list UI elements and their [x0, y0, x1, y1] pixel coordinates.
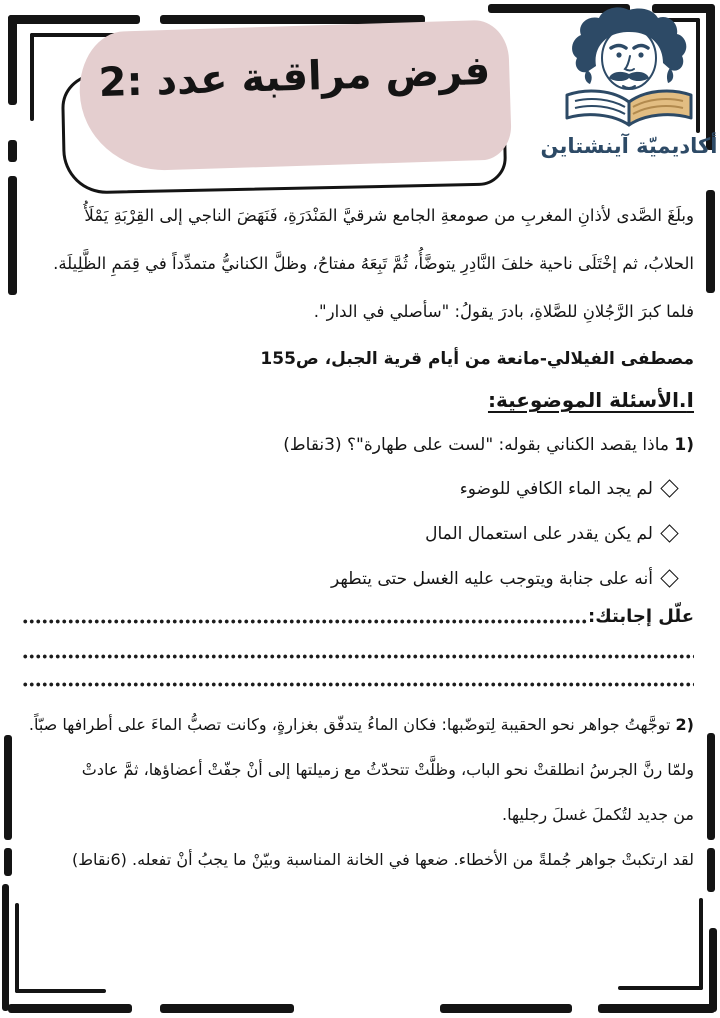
frame-dash [8, 1004, 132, 1013]
question-text: ماذا يقصد الكناني بقوله: "لست على طهارة"؟ (3نقاط) [283, 435, 669, 455]
frame-dash [706, 190, 715, 293]
diamond-bullet-icon [660, 569, 678, 587]
option-label: أنه على جنابة ويتوجب عليه الغسل حتى يتطهر [330, 568, 653, 589]
academy-logo [540, 6, 718, 178]
frame-dash [2, 884, 9, 1011]
passage-line: الحلابُ، ثم إخْتَلَى ناحية خلفَ النَّادِرِ يتوضَّأُ، ثُمَّ تَبِعَهُ مفتاحُ، وظلَّ الكنانيُّ متمدِّداً في قِمَمِ الظَّلِيلَة. [53, 254, 694, 273]
passage-line: وبلَغَ الصَّدى لأذانِ المغربِ من صومعةِ الجامع شرقيَّ المَنْدَرَةِ، فَنَهَضَ الناجي إلى القِرْبَةِ يَمْلَأُ [84, 206, 694, 225]
diamond-bullet-icon [660, 479, 678, 497]
title-banner [0, 0, 540, 210]
answer-dotted-line [22, 653, 694, 660]
frame-dash [707, 733, 715, 840]
frame-dash [160, 1004, 294, 1013]
answer-dotted-line [22, 618, 588, 625]
option-row [24, 556, 676, 601]
option-label: لم يكن يقدر على استعمال المال [425, 523, 653, 544]
justify-label: علّل إجابتك: [588, 606, 694, 627]
justify-block [22, 600, 694, 688]
passage-attribution: مصطفى الفيلالي-مانعة من أيام قرية الجبل، ص155 [260, 349, 694, 369]
question-text: ولمّا رنَّ الجرسُ انطلقتْ نحو الباب، وظلَّتْ تتحدّثُ مع زميلتها إلى أنْ جفّتْ أعضاؤها، ثمَّ عادتْ [81, 760, 694, 779]
einstein-portrait-icon [572, 7, 686, 89]
frame-dash [707, 848, 715, 892]
frame-dash [598, 1004, 715, 1013]
academy-name: أكاديميّة آينشتاين [540, 134, 718, 158]
title-pill [78, 19, 512, 172]
question-text: من جديد لتُكملَ غسلَ رجليها. [502, 805, 694, 824]
page-title: فرض مراقبة عدد :2 [97, 47, 491, 107]
answer-dotted-line [22, 681, 694, 688]
passage [24, 192, 694, 382]
open-book-icon [567, 91, 691, 125]
question-1 [24, 428, 694, 462]
frame-dash [440, 1004, 572, 1013]
question-number: 2) [675, 715, 694, 734]
section-heading: I.الأسئلة الموضوعية: [487, 388, 694, 412]
option-row [24, 466, 676, 511]
passage-line: فلما كبرَ الرَّجُلانِ للصَّلاةِ، بادرَ يقولُ: "سأصلي في الدار". [313, 302, 694, 321]
frame-corner-bracket [15, 903, 19, 993]
frame-corner-bracket [618, 986, 703, 990]
question-number: 1) [674, 435, 694, 455]
question-text: توجَّهتُ جواهر نحو الحقيبة لِتوضّبها: فكان الماءُ يتدفّق بغزارةٍ، وكانت تصبُّ الماءَ على أطرافها صبّاً. [28, 715, 671, 734]
question-2 [20, 702, 694, 882]
option-row [24, 511, 676, 556]
diamond-bullet-icon [660, 524, 678, 542]
question-text: لقد ارتكبتْ جواهر جُملةً من الأخطاء. ضعها في الخانة المناسبة وبيّنْ ما يجبُ أنْ تفعله. (6نقاط) [72, 850, 694, 869]
frame-corner-bracket [699, 898, 703, 990]
einstein-book-logo [553, 6, 705, 132]
frame-dash [4, 735, 12, 840]
question-1-options [24, 466, 676, 601]
frame-corner-bracket [15, 989, 106, 993]
frame-dash [4, 848, 12, 876]
frame-dash [709, 928, 717, 1012]
option-label: لم يجد الماء الكافي للوضوء [459, 478, 653, 499]
